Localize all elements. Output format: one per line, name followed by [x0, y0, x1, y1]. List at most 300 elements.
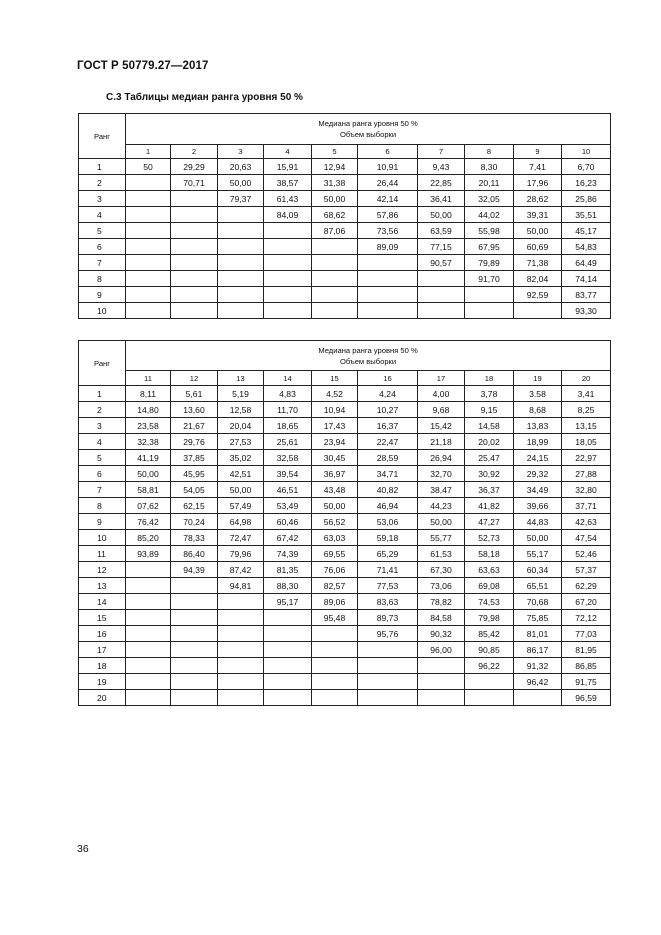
table-row: [79, 514, 611, 530]
median-rank-value-cell: 77,15: [418, 239, 465, 255]
median-rank-value-cell: 54,05: [171, 482, 218, 498]
median-rank-value-cell: 4,00: [418, 386, 465, 402]
median-rank-value-cell: 50,00: [218, 175, 264, 191]
median-rank-value-cell: [358, 303, 418, 319]
median-rank-value-cell: 73,56: [358, 223, 418, 239]
median-rank-value-cell: 77,53: [358, 578, 418, 594]
table-row: [79, 207, 611, 223]
median-rank-value-cell: 26,94: [418, 450, 465, 466]
median-rank-value-cell: 21,18: [418, 434, 465, 450]
median-rank-value-cell: 40,82: [358, 482, 418, 498]
median-rank-value-cell: 35,02: [218, 450, 264, 466]
median-rank-value-cell: 70,68: [514, 594, 562, 610]
median-rank-value-cell: 32,70: [418, 466, 465, 482]
rank-cell: 14: [79, 594, 126, 610]
rank-cell: 8: [79, 271, 126, 287]
median-rank-value-cell: 84,09: [264, 207, 312, 223]
median-rank-value-cell: [312, 287, 358, 303]
median-rank-value-cell: 88,30: [264, 578, 312, 594]
median-rank-value-cell: 25,86: [562, 191, 611, 207]
table-row: [79, 482, 611, 498]
table-row: [79, 578, 611, 594]
median-rank-value-cell: 70,71: [171, 175, 218, 191]
median-rank-value-cell: [171, 287, 218, 303]
median-rank-value-cell: 38,47: [418, 482, 465, 498]
median-rank-value-cell: 50,00: [126, 466, 171, 482]
sample-size-column-header: 3: [218, 145, 264, 159]
median-rank-value-cell: 20,11: [465, 175, 514, 191]
median-rank-value-cell: 17,43: [312, 418, 358, 434]
median-rank-value-cell: [171, 642, 218, 658]
table-row: [79, 255, 611, 271]
sample-size-column-header: 9: [514, 145, 562, 159]
median-rank-value-cell: 58,18: [465, 546, 514, 562]
median-rank-value-cell: [465, 690, 514, 706]
table-caption: [126, 114, 611, 145]
median-rank-value-cell: [264, 610, 312, 626]
median-rank-value-cell: 24,15: [514, 450, 562, 466]
median-rank-value-cell: 8,25: [562, 402, 611, 418]
median-rank-value-cell: 58,81: [126, 482, 171, 498]
caption-line-median-rank: Медиана ранга уровня 50 %: [318, 119, 418, 128]
median-rank-value-cell: 36,41: [418, 191, 465, 207]
median-rank-value-cell: 64,98: [218, 514, 264, 530]
median-rank-value-cell: 84,58: [418, 610, 465, 626]
median-rank-value-cell: 20,02: [465, 434, 514, 450]
median-rank-value-cell: [218, 223, 264, 239]
median-rank-value-cell: [171, 690, 218, 706]
median-rank-value-cell: 67,95: [465, 239, 514, 255]
median-rank-value-cell: 65,51: [514, 578, 562, 594]
median-rank-value-cell: 46,51: [264, 482, 312, 498]
table-row: [79, 674, 611, 690]
median-rank-value-cell: 61,43: [264, 191, 312, 207]
median-rank-value-cell: 8,30: [465, 159, 514, 175]
median-rank-value-cell: [312, 271, 358, 287]
median-rank-value-cell: 86,17: [514, 642, 562, 658]
median-rank-value-cell: 63,03: [312, 530, 358, 546]
table-row: [79, 658, 611, 674]
caption-line-sample-size: Объем выборки: [339, 130, 397, 139]
median-rank-value-cell: 78,82: [418, 594, 465, 610]
sample-size-header-row: [79, 371, 611, 386]
median-rank-value-cell: [264, 642, 312, 658]
median-rank-value-cell: 10,27: [358, 402, 418, 418]
median-rank-value-cell: 10,94: [312, 402, 358, 418]
median-rank-value-cell: [218, 303, 264, 319]
median-rank-value-cell: 64,49: [562, 255, 611, 271]
median-rank-value-cell: 31,38: [312, 175, 358, 191]
rank-cell: 18: [79, 658, 126, 674]
rank-cell: 4: [79, 207, 126, 223]
median-rank-value-cell: [312, 674, 358, 690]
median-rank-value-cell: 9,68: [418, 402, 465, 418]
median-rank-value-cell: [358, 642, 418, 658]
median-rank-value-cell: 69,08: [465, 578, 514, 594]
median-rank-value-cell: 42,51: [218, 466, 264, 482]
section-title: С.3 Таблицы медиан ранга уровня 50 %: [106, 92, 303, 103]
median-rank-value-cell: [312, 642, 358, 658]
rank-cell: 10: [79, 303, 126, 319]
median-rank-value-cell: 85,42: [465, 626, 514, 642]
median-rank-value-cell: [218, 594, 264, 610]
median-rank-value-cell: 89,06: [312, 594, 358, 610]
median-rank-value-cell: 54,83: [562, 239, 611, 255]
median-rank-value-cell: [126, 562, 171, 578]
median-rank-value-cell: 15,91: [264, 159, 312, 175]
caption-line-sample-size: Объем выборки: [339, 356, 397, 366]
median-rank-value-cell: 96,00: [418, 642, 465, 658]
rank-cell: 9: [79, 514, 126, 530]
rank-cell: 4: [79, 434, 126, 450]
median-rank-value-cell: 47,27: [465, 514, 514, 530]
table-row: [79, 175, 611, 191]
median-rank-value-cell: 30,45: [312, 450, 358, 466]
rank-cell: 1: [79, 386, 126, 402]
median-rank-value-cell: [218, 610, 264, 626]
sample-size-column-header: 7: [418, 145, 465, 159]
median-rank-value-cell: 87,42: [218, 562, 264, 578]
table-row: [79, 386, 611, 402]
median-rank-value-cell: 13,15: [562, 418, 611, 434]
median-rank-value-cell: [264, 690, 312, 706]
median-rank-value-cell: 7,41: [514, 159, 562, 175]
median-rank-value-cell: 5,61: [171, 386, 218, 402]
median-rank-value-cell: 95,76: [358, 626, 418, 642]
table-row: [79, 562, 611, 578]
median-rank-value-cell: [358, 658, 418, 674]
median-rank-value-cell: 28,62: [514, 191, 562, 207]
median-rank-value-cell: 14,58: [465, 418, 514, 434]
median-rank-value-cell: 72,12: [562, 610, 611, 626]
median-rank-value-cell: [264, 626, 312, 642]
median-rank-value-cell: [418, 271, 465, 287]
document-standard-header: ГОСТ Р 50779.27—2017: [77, 60, 209, 72]
median-rank-value-cell: 96,42: [514, 674, 562, 690]
median-rank-value-cell: 68,62: [312, 207, 358, 223]
median-rank-value-cell: 22,85: [418, 175, 465, 191]
sample-size-column-header: 13: [218, 371, 264, 386]
median-rank-value-cell: 67,30: [418, 562, 465, 578]
median-rank-value-cell: 45,17: [562, 223, 611, 239]
median-rank-value-cell: [126, 223, 171, 239]
table-row: [79, 642, 611, 658]
median-rank-value-cell: 74,39: [264, 546, 312, 562]
median-rank-value-cell: [418, 690, 465, 706]
median-rank-value-cell: 45,95: [171, 466, 218, 482]
median-rank-value-cell: 32,05: [465, 191, 514, 207]
median-rank-value-cell: 63,63: [465, 562, 514, 578]
median-rank-value-cell: 4,52: [312, 386, 358, 402]
median-rank-value-cell: [126, 690, 171, 706]
median-rank-value-cell: 34,49: [514, 482, 562, 498]
median-rank-value-cell: [218, 207, 264, 223]
median-rank-value-cell: [264, 239, 312, 255]
median-rank-value-cell: 86,40: [171, 546, 218, 562]
table-row: [79, 498, 611, 514]
median-rank-value-cell: [171, 255, 218, 271]
median-rank-value-cell: 41,82: [465, 498, 514, 514]
rank-cell: 10: [79, 530, 126, 546]
median-rank-value-cell: [126, 191, 171, 207]
table-row: [79, 434, 611, 450]
median-rank-value-cell: 44,83: [514, 514, 562, 530]
median-rank-value-cell: [126, 271, 171, 287]
median-rank-value-cell: 60,69: [514, 239, 562, 255]
sample-size-column-header: 6: [358, 145, 418, 159]
median-rank-value-cell: 20,63: [218, 159, 264, 175]
sample-size-column-header: 4: [264, 145, 312, 159]
median-rank-value-cell: 86,85: [562, 658, 611, 674]
median-rank-value-cell: 36,97: [312, 466, 358, 482]
median-rank-value-cell: [171, 578, 218, 594]
rank-cell: 11: [79, 546, 126, 562]
median-rank-value-cell: 22,47: [358, 434, 418, 450]
sample-size-column-header: 2: [171, 145, 218, 159]
median-rank-value-cell: [418, 674, 465, 690]
median-rank-value-cell: 23,58: [126, 418, 171, 434]
median-rank-value-cell: 29,32: [514, 466, 562, 482]
median-rank-value-cell: [126, 610, 171, 626]
median-rank-value-cell: 25,61: [264, 434, 312, 450]
median-rank-value-cell: 71,38: [514, 255, 562, 271]
median-rank-value-cell: 95,48: [312, 610, 358, 626]
median-rank-value-cell: 77,03: [562, 626, 611, 642]
median-rank-value-cell: [171, 594, 218, 610]
median-rank-value-cell: [514, 690, 562, 706]
median-rank-value-cell: [218, 287, 264, 303]
median-rank-value-cell: 60,46: [264, 514, 312, 530]
median-rank-value-cell: 07,62: [126, 498, 171, 514]
median-rank-value-cell: 5,19: [218, 386, 264, 402]
median-rank-value-cell: [514, 303, 562, 319]
median-rank-value-cell: [218, 674, 264, 690]
median-rank-value-cell: 93,89: [126, 546, 171, 562]
median-rank-value-cell: 50,00: [312, 191, 358, 207]
rank-cell: 9: [79, 287, 126, 303]
median-rank-value-cell: 89,73: [358, 610, 418, 626]
median-rank-value-cell: [126, 642, 171, 658]
median-rank-value-cell: 52,46: [562, 546, 611, 562]
sample-size-column-header: 18: [465, 371, 514, 386]
median-rank-value-cell: 50,00: [312, 498, 358, 514]
median-rank-value-cell: 83,63: [358, 594, 418, 610]
median-rank-value-cell: 89,09: [358, 239, 418, 255]
median-rank-value-cell: [312, 239, 358, 255]
median-rank-value-cell: 82,57: [312, 578, 358, 594]
median-rank-value-cell: 74,53: [465, 594, 514, 610]
table-row: [79, 418, 611, 434]
median-rank-value-cell: 55,17: [514, 546, 562, 562]
median-rank-value-cell: 95,17: [264, 594, 312, 610]
median-rank-value-cell: 16,23: [562, 175, 611, 191]
rank-cell: 16: [79, 626, 126, 642]
median-rank-value-cell: 59,18: [358, 530, 418, 546]
table-row: [79, 159, 611, 175]
table-body: [79, 386, 611, 706]
sample-size-column-header: 10: [562, 145, 611, 159]
median-rank-value-cell: 53,06: [358, 514, 418, 530]
rank-cell: 20: [79, 690, 126, 706]
table-row: [79, 610, 611, 626]
sample-size-column-header: 14: [264, 371, 312, 386]
median-rank-value-cell: [264, 674, 312, 690]
table-row: [79, 690, 611, 706]
median-rank-value-cell: 46,94: [358, 498, 418, 514]
median-rank-value-cell: 57,86: [358, 207, 418, 223]
median-rank-value-cell: 67,20: [562, 594, 611, 610]
median-rank-value-cell: 87,06: [312, 223, 358, 239]
median-rank-value-cell: [218, 642, 264, 658]
rank-cell: 6: [79, 239, 126, 255]
median-rank-value-cell: 35,51: [562, 207, 611, 223]
rank-cell: 7: [79, 482, 126, 498]
median-rank-value-cell: 81,35: [264, 562, 312, 578]
median-rank-value-cell: 27,88: [562, 466, 611, 482]
table-row: [79, 594, 611, 610]
rank-cell: 17: [79, 642, 126, 658]
table-row: [79, 239, 611, 255]
median-rank-value-cell: 55,77: [418, 530, 465, 546]
median-rank-value-cell: 14,80: [126, 402, 171, 418]
median-rank-value-cell: 42,63: [562, 514, 611, 530]
rank-column-header: Ранг: [79, 114, 126, 159]
median-rank-value-cell: [264, 287, 312, 303]
median-rank-value-cell: 67,42: [264, 530, 312, 546]
median-rank-value-cell: [126, 674, 171, 690]
median-rank-value-cell: 25,47: [465, 450, 514, 466]
median-rank-value-cell: 15,42: [418, 418, 465, 434]
median-rank-value-cell: 22,97: [562, 450, 611, 466]
median-rank-value-cell: 55,98: [465, 223, 514, 239]
median-rank-value-cell: 93,30: [562, 303, 611, 319]
median-rank-value-cell: 91,32: [514, 658, 562, 674]
median-rank-value-cell: [358, 255, 418, 271]
median-rank-value-cell: [465, 303, 514, 319]
table-row: [79, 626, 611, 642]
median-rank-value-cell: [264, 303, 312, 319]
median-rank-value-cell: 18,99: [514, 434, 562, 450]
median-rank-value-cell: 4,83: [264, 386, 312, 402]
median-rank-value-cell: 37,71: [562, 498, 611, 514]
median-rank-value-cell: [312, 303, 358, 319]
table-row: [79, 450, 611, 466]
median-rank-value-cell: 12,58: [218, 402, 264, 418]
median-rank-value-cell: [218, 239, 264, 255]
median-rank-value-cell: 71,41: [358, 562, 418, 578]
median-rank-value-cell: 75,85: [514, 610, 562, 626]
rank-cell: 5: [79, 450, 126, 466]
median-rank-value-cell: 92,59: [514, 287, 562, 303]
median-rank-value-cell: 96,59: [562, 690, 611, 706]
median-rank-value-cell: 69,55: [312, 546, 358, 562]
table-row: [79, 303, 611, 319]
sample-size-column-header: 17: [418, 371, 465, 386]
sample-size-column-header: 1: [126, 145, 171, 159]
median-rank-value-cell: [171, 207, 218, 223]
median-rank-value-cell: [171, 271, 218, 287]
sample-size-header-row: [79, 145, 611, 159]
median-rank-value-cell: 32,38: [126, 434, 171, 450]
sample-size-column-header: 5: [312, 145, 358, 159]
median-rank-value-cell: [312, 690, 358, 706]
median-rank-value-cell: [171, 658, 218, 674]
median-rank-value-cell: 50,00: [514, 223, 562, 239]
median-rank-value-cell: 44,23: [418, 498, 465, 514]
rank-cell: 3: [79, 418, 126, 434]
rank-cell: 1: [79, 159, 126, 175]
median-rank-value-cell: 50: [126, 159, 171, 175]
sample-size-column-header: 16: [358, 371, 418, 386]
median-rank-value-cell: 73,06: [418, 578, 465, 594]
median-rank-value-cell: 61,53: [418, 546, 465, 562]
median-rank-value-cell: 96,22: [465, 658, 514, 674]
median-rank-value-cell: 78,33: [171, 530, 218, 546]
median-rank-value-cell: [126, 594, 171, 610]
median-rank-value-cell: 43,48: [312, 482, 358, 498]
median-rank-value-cell: [126, 239, 171, 255]
median-rank-value-cell: [312, 255, 358, 271]
median-rank-value-cell: [264, 658, 312, 674]
median-rank-value-cell: 9,15: [465, 402, 514, 418]
median-rank-value-cell: [126, 175, 171, 191]
median-rank-value-cell: [126, 287, 171, 303]
rank-cell: 6: [79, 466, 126, 482]
median-rank-value-cell: 50,00: [514, 530, 562, 546]
median-rank-value-cell: 32,80: [562, 482, 611, 498]
median-rank-value-cell: [264, 223, 312, 239]
median-rank-value-cell: 37,85: [171, 450, 218, 466]
median-rank-value-cell: [171, 303, 218, 319]
rank-cell: 2: [79, 402, 126, 418]
median-rank-value-cell: 39,66: [514, 498, 562, 514]
sample-size-column-header: 8: [465, 145, 514, 159]
median-rank-value-cell: 79,89: [465, 255, 514, 271]
median-rank-value-cell: 79,37: [218, 191, 264, 207]
median-rank-value-cell: 36,37: [465, 482, 514, 498]
median-rank-value-cell: 26,44: [358, 175, 418, 191]
median-rank-value-cell: 83,77: [562, 287, 611, 303]
median-rank-value-cell: 18,65: [264, 418, 312, 434]
table-caption: [126, 341, 611, 371]
table-row: [79, 546, 611, 562]
median-rank-value-cell: 29,76: [171, 434, 218, 450]
median-rank-value-cell: 10,91: [358, 159, 418, 175]
median-rank-value-cell: 11,70: [264, 402, 312, 418]
median-rank-value-cell: 50,00: [218, 482, 264, 498]
median-rank-value-cell: 94,39: [171, 562, 218, 578]
median-rank-value-cell: [126, 207, 171, 223]
median-rank-value-cell: 72,47: [218, 530, 264, 546]
median-rank-value-cell: 39,31: [514, 207, 562, 223]
median-rank-value-cell: 85,20: [126, 530, 171, 546]
median-rank-value-cell: [171, 610, 218, 626]
median-rank-value-cell: 8,11: [126, 386, 171, 402]
median-rank-value-cell: [126, 578, 171, 594]
median-rank-value-cell: 17,96: [514, 175, 562, 191]
median-rank-value-cell: 47,54: [562, 530, 611, 546]
caption-line-median-rank: Медиана ранга уровня 50 %: [318, 345, 418, 355]
median-rank-value-cell: 76,06: [312, 562, 358, 578]
rank-cell: 12: [79, 562, 126, 578]
median-rank-value-cell: 3,78: [465, 386, 514, 402]
median-rank-value-cell: 62,29: [562, 578, 611, 594]
median-rank-value-cell: 90,32: [418, 626, 465, 642]
median-rank-value-cell: 76,42: [126, 514, 171, 530]
median-rank-value-cell: 90,85: [465, 642, 514, 658]
median-rank-value-cell: 60,34: [514, 562, 562, 578]
sample-size-column-header: 11: [126, 371, 171, 386]
